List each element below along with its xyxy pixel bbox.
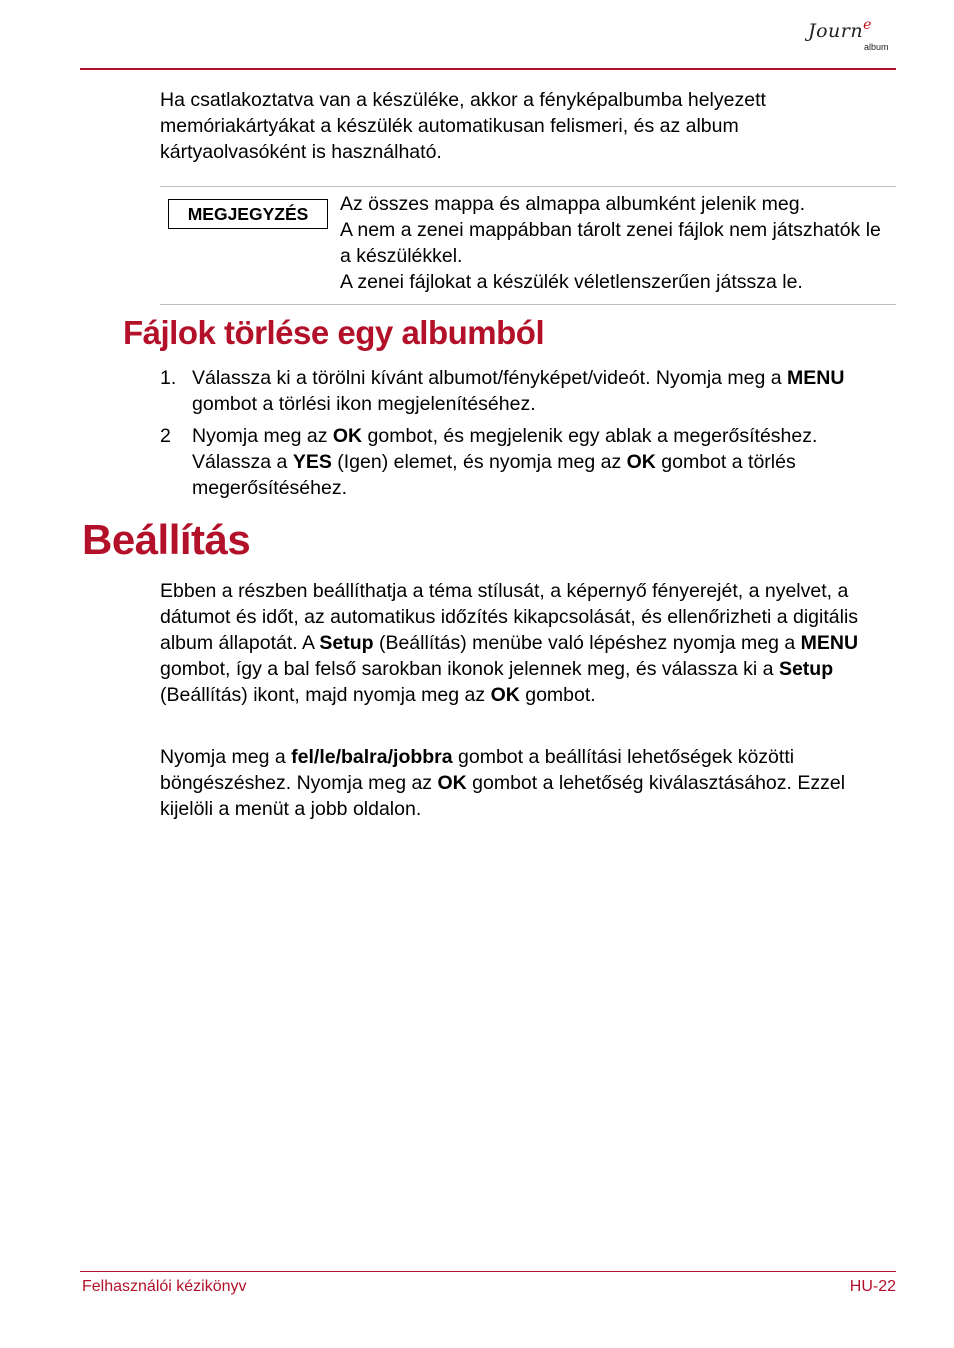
setup-paragraph-1: Ebben a részben beállíthatja a téma stílusát, a képernyő fényerejét, a nyelvet, a dátumot és időt, az automatikus időzítés kikapcsolását, és ellenőrizheti a digitális album állapotát. A Setup (Beállítás) menübe való lépéshez nyomja meg a MENU gombot, így a bal felső sarokban ikonok jelennek meg, és válassza ki a Setup (Beállítás) ikont, majd nyomja meg az OK gombot.	[160, 580, 859, 706]
note-text	[340, 191, 890, 295]
section-heading-delete-files: Fájlok törlése egy albumból	[123, 314, 545, 351]
note-line: A zenei fájlokat a készülék véletlenszerűen játssza le.	[340, 271, 803, 293]
step-number: 2	[160, 425, 171, 447]
setup-paragraph-2: Nyomja meg a fel/le/balra/jobbra gombot a beállítási lehetőségek közötti böngészéshez. Nyomja meg az OK gombot a lehetőség kiválasztásához. Ezzel kijelöli a menüt a jobb oldalon.	[160, 746, 846, 820]
ok-key-label: OK	[626, 451, 656, 473]
note-bottom-divider	[160, 304, 896, 305]
menu-key-label: MENU	[787, 367, 845, 389]
footer-page-number: HU-22	[849, 1278, 896, 1295]
section-heading-setup: Beállítás	[82, 516, 251, 563]
footer-document-title: Felhasználói kézikönyv	[82, 1278, 247, 1295]
note-top-divider	[160, 186, 896, 187]
logo-subtext: album	[864, 42, 889, 52]
intro-paragraph: Ha csatlakoztatva van a készüléke, akkor a fényképalbumba helyezett memóriakártyákat a készülék automatikusan felismeri, és az album kártyaolvasóként is használható.	[160, 89, 766, 163]
step-number: 1.	[160, 367, 177, 389]
list-item: 2 Nyomja meg az OK gombot, és megjelenik egy ablak a megerősítéshez. Válassza a YES (Igen) elemet, és nyomja meg az OK gombot a törlés megerősítéséhez.	[160, 425, 818, 499]
footer-divider	[80, 1271, 896, 1272]
list-item: 1. Válassza ki a törölni kívánt albumot/fényképet/videót. Nyomja meg a MENU gombot a törlési ikon megjelenítéséhez.	[160, 367, 845, 415]
header-divider	[80, 68, 896, 70]
logo-script-text: Journ$^e$	[808, 17, 872, 42]
journe-album-logo	[800, 17, 900, 62]
note-line: A nem a zenei mappábban tárolt zenei fájlok nem játszhatók le a készülékkel.	[340, 219, 881, 267]
note-label: MEGJEGYZÉS	[168, 199, 328, 229]
delete-steps-list	[160, 365, 900, 507]
note-line: Az összes mappa és almappa albumként jelenik meg.	[340, 193, 805, 215]
yes-option-label: YES	[292, 451, 332, 473]
ok-key-label: OK	[332, 425, 363, 447]
